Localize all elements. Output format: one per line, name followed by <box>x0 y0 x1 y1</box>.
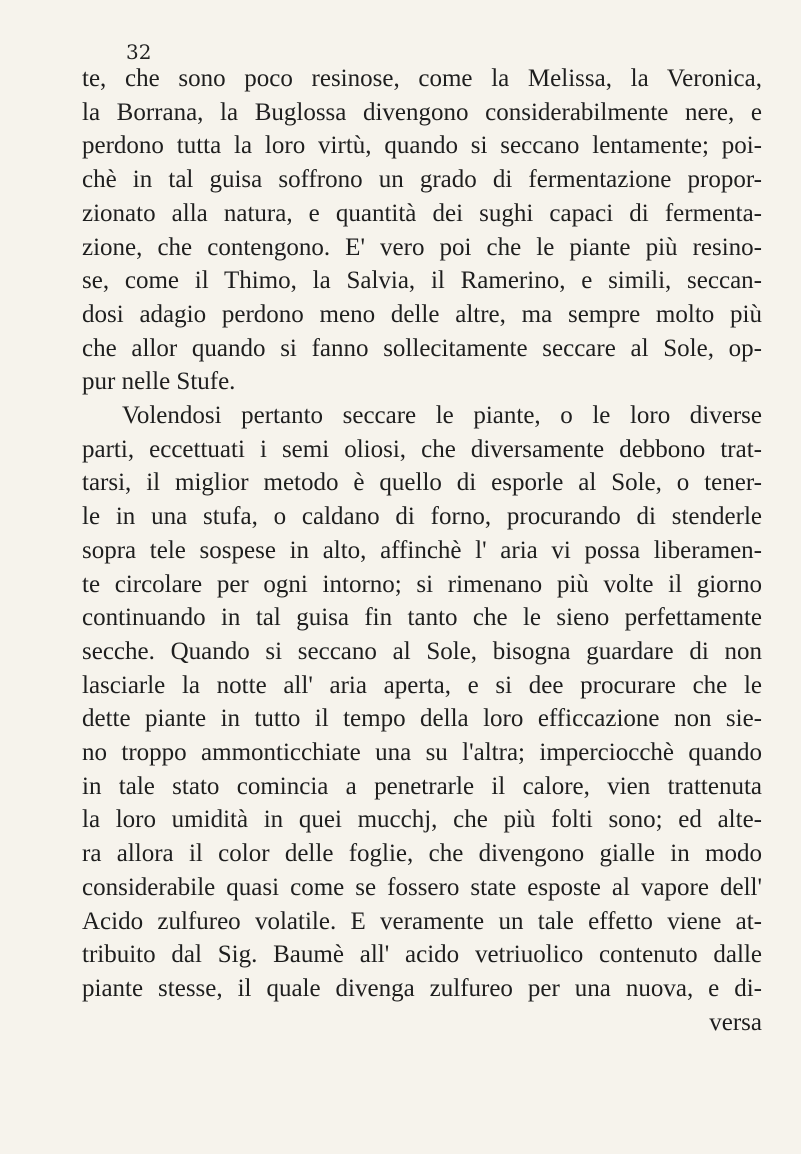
text-line-5: zionato alla natura, e quantità dei sughi capaci di fermenta- <box>82 199 762 227</box>
text-line-11: Volendosi pertanto seccare le piante, o le loro diverse <box>122 402 762 430</box>
text-line-2: la Borrana, la Buglossa divengono considerabilmente nere, e <box>82 98 762 126</box>
text-line-22: in tale stato comincia a penetrarle il calore, vien trattenuta <box>82 772 762 800</box>
text-line-1: te, che sono poco resinose, come la Melissa, la Veronica, <box>82 65 762 92</box>
text-line-3: perdono tutta la loro virtù, quando si seccano lentamente; poi- <box>82 132 762 160</box>
text-line-29: versa <box>709 1008 762 1036</box>
text-line-14: le in una stufa, o caldano di forno, procurando di stenderle <box>82 503 762 531</box>
text-line-6: zione, che contengono. E' vero poi che le piante più resino- <box>82 233 762 261</box>
text-line-26: Acido zulfureo volatile. E veramente un tale effetto viene at- <box>82 907 762 935</box>
text-line-8: dosi adagio perdono meno delle altre, ma sempre molto più <box>82 300 762 328</box>
text-line-28: piante stesse, il quale divenga zulfureo per una nuova, e di- <box>82 974 762 1002</box>
text-line-12: parti, eccettuati i semi oliosi, che diversamente debbono trat- <box>82 435 762 463</box>
text-line-23: la loro umidità in quei mucchj, che più folti sono; ed alte- <box>82 806 762 834</box>
text-line-25: considerabile quasi come se fossero state esposte al vapore dell' <box>82 873 762 901</box>
text-line-27: tribuito dal Sig. Baumè all' acido vetriuolico contenuto dalle <box>82 941 762 969</box>
text-line-18: secche. Quando si seccano al Sole, bisogna guardare di non <box>82 637 762 665</box>
text-line-7: se, come il Thimo, la Salvia, il Ramerino, e simili, seccan- <box>82 267 762 295</box>
page-number: 32 <box>126 40 152 64</box>
text-line-24: ra allora il color delle foglie, che divengono gialle in modo <box>82 840 762 868</box>
text-line-10: pur nelle Stufe. <box>82 368 236 396</box>
text-line-13: tarsi, il miglior metodo è quello di esporle al Sole, o tener- <box>82 469 762 497</box>
text-line-16: te circolare per ogni intorno; si rimenano più volte il giorno <box>82 570 762 598</box>
text-line-17: continuando in tal guisa fin tanto che le sieno perfettamente <box>82 604 762 632</box>
text-line-15: sopra tele sospese in alto, affinchè l' aria vi possa liberamen- <box>82 536 762 564</box>
text-line-9: che allor quando si fanno sollecitamente seccare al Sole, op- <box>82 334 762 362</box>
text-line-21: no troppo ammonticchiate una su l'altra; imperciocchè quando <box>82 739 762 767</box>
body-text <box>82 62 762 1039</box>
text-line-4: chè in tal guisa soffrono un grado di fermentazione propor- <box>82 166 762 194</box>
text-line-19: lasciarle la notte all' aria aperta, e si dee procurare che le <box>82 671 762 699</box>
text-line-20: dette piante in tutto il tempo della loro efficcazione non sie- <box>82 705 762 733</box>
